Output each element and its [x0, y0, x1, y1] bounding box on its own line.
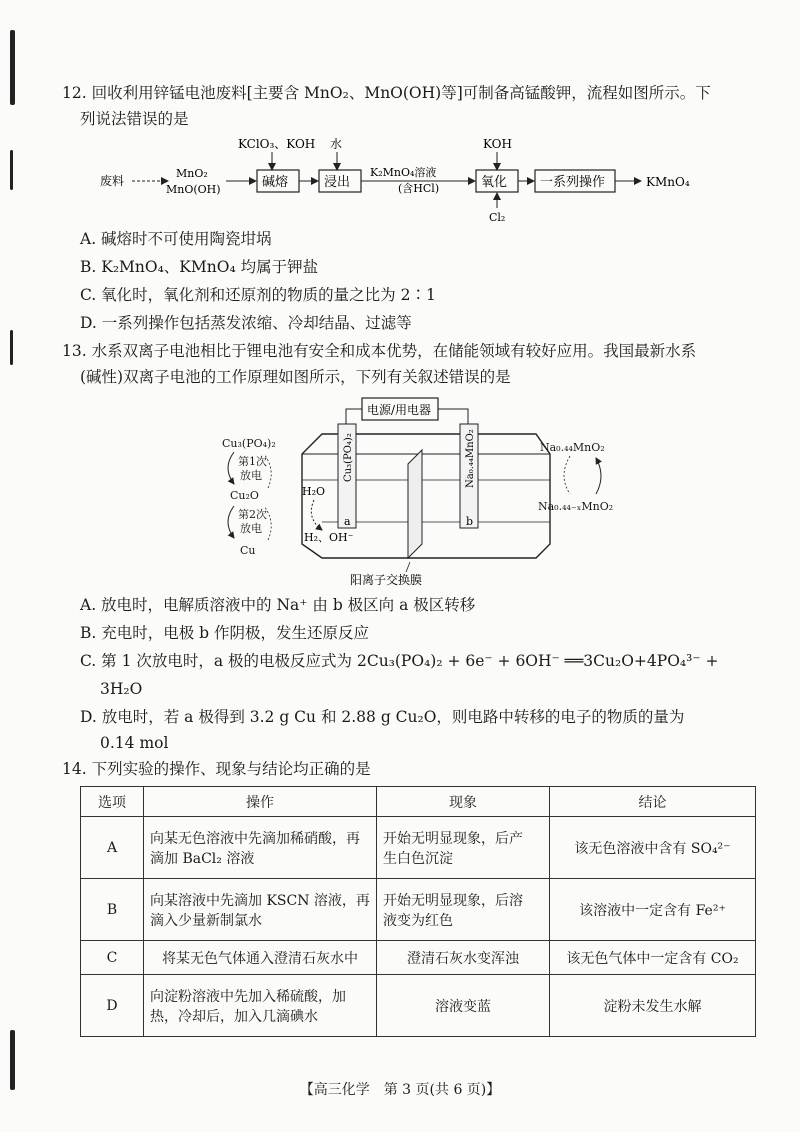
left-cycle-arrows: [218, 448, 278, 544]
row-b-conclusion: 该溶液中一定含有 Fe²⁺: [550, 879, 756, 941]
q13-option-a: A. 放电时，电解质溶液中的 Na⁺ 由 b 极区向 a 极区转移: [80, 596, 476, 614]
power-label: 电源/用电器: [367, 403, 432, 417]
table-row: [81, 975, 756, 1037]
row-c-operation: 将某无色气体通入澄清石灰水中: [144, 941, 377, 975]
table-row: [81, 879, 756, 941]
q12-option-a: A. 碱熔时不可使用陶瓷坩埚: [80, 230, 272, 248]
q12-option-d: D. 一系列操作包括蒸发浓缩、冷却结晶、过滤等: [80, 314, 412, 332]
first-discharge-label-2: 放电: [240, 469, 262, 482]
row-a-ph-line2: 生白色沉淀: [383, 850, 453, 867]
header-option: 选项: [81, 787, 144, 817]
right-electrode-label: Na₀.₄₄MnO₂: [465, 429, 476, 488]
row-b-option: B: [81, 879, 144, 941]
header-conclusion: 结论: [550, 787, 756, 817]
second-discharge-label-2: 放电: [240, 522, 262, 535]
row-b-ph-line2: 液变为红色: [383, 912, 453, 929]
q14-experiment-table: [80, 786, 756, 1037]
bottom-species: Cu: [240, 544, 256, 557]
page-footer: 【高三化学 第 3 页(共 6 页)】: [299, 1082, 501, 1098]
electrode-b-label: b: [466, 515, 474, 528]
flow-step-1: 碱熔: [262, 175, 289, 190]
flow-reagent-4: Cl₂: [489, 211, 506, 224]
table-row: [81, 817, 756, 879]
row-a-operation: [144, 817, 377, 879]
scan-edge-mark: [10, 30, 15, 105]
row-b-op-line2: 滴入少量新制氯水: [150, 912, 262, 929]
left-electrode-label: Cu₃(PO₄)₂: [343, 433, 354, 482]
table-header-row: [81, 787, 756, 817]
q12-option-c: C. 氧化时，氧化剂和还原剂的物质的量之比为 2∶1: [80, 286, 436, 304]
q13-option-b: B. 充电时，电极 b 作阴极，发生还原反应: [80, 624, 370, 642]
row-b-ph-line1: 开始无明显现象，后溶: [383, 892, 523, 909]
row-d-option: D: [81, 975, 144, 1037]
electrode-a-label: a: [344, 515, 351, 528]
flow-step-3: 氧化: [481, 175, 508, 190]
row-a-conclusion: 该无色溶液中含有 SO₄²⁻: [550, 817, 756, 879]
right-bottom-species: Na₀.₄₄₋ₓMnO₂: [538, 500, 614, 513]
q13-option-d: D. 放电时，若 a 极得到 3.2 g Cu 和 2.88 g Cu₂O，则电路中转移的电子的物质的量为: [80, 708, 685, 726]
h2o-label: H₂O: [302, 485, 326, 498]
row-a-op-line2: 滴加 BaCl₂ 溶液: [150, 850, 255, 867]
flow-end: KMnO₄: [646, 175, 690, 189]
left-top-species: Cu₃(PO₄)₂: [222, 437, 276, 450]
row-b-operation: [144, 879, 377, 941]
cation-exchange-membrane: [408, 450, 422, 558]
right-cycle-arrows: [560, 454, 610, 500]
row-a-op-line1: 向某无色溶液中先滴加稀硝酸，再: [150, 830, 360, 847]
flow-material-2: MnO(OH): [166, 183, 221, 196]
flow-reagent-1: KClO₃、KOH: [238, 137, 316, 151]
flow-product-1: K₂MnO₄溶液: [370, 166, 437, 179]
q12-option-b: B. K₂MnO₄、KMnO₄ 均属于钾盐: [80, 258, 319, 276]
q12-stem-line2: 列说法错误的是: [80, 110, 189, 128]
row-d-op-line1: 向淀粉溶液中先加入稀硫酸，加: [150, 988, 346, 1005]
mid-species: Cu₂O: [230, 489, 259, 502]
row-d-phenomenon: 溶液变蓝: [377, 975, 550, 1037]
row-b-phenomenon: [377, 879, 550, 941]
scan-edge-mark: [10, 150, 13, 190]
right-top-species: Na₀.₄₄MnO₂: [540, 441, 605, 454]
second-discharge-label: 第2次: [238, 508, 267, 521]
q12-flowchart: [100, 132, 720, 224]
flow-product-1b: (含HCl): [398, 182, 440, 195]
flow-reagent-2: 水: [330, 137, 343, 151]
flow-material-1: MnO₂: [176, 167, 208, 180]
row-a-ph-line1: 开始无明显现象，后产: [383, 830, 523, 847]
q13-stem-line1: 13. 水系双离子电池相比于锂电池有安全和成本优势，在储能领域有较好应用。我国最新水系: [62, 342, 697, 360]
row-a-option: A: [81, 817, 144, 879]
q14-stem: 14. 下列实验的操作、现象与结论均正确的是: [62, 760, 371, 778]
row-c-phenomenon: 澄清石灰水变浑浊: [377, 941, 550, 975]
row-d-op-line2: 热，冷却后，加入几滴碘水: [150, 1008, 318, 1025]
q13-option-c: C. 第 1 次放电时，a 极的电极反应式为 2Cu₃(PO₄)₂ + 6e⁻ + 6OH⁻ ══3Cu₂O+4PO₄³⁻ +: [80, 652, 719, 670]
flow-start: 废料: [100, 174, 125, 188]
scan-edge-mark: [10, 330, 13, 365]
table-row: [81, 941, 756, 975]
row-b-op-line1: 向某溶液中先滴加 KSCN 溶液，再: [150, 892, 370, 909]
header-phenomenon: 现象: [377, 787, 550, 817]
first-discharge-label: 第1次: [238, 455, 267, 468]
flow-reagent-3: KOH: [483, 137, 512, 151]
flow-step-2: 浸出: [324, 175, 351, 190]
header-operation: 操作: [144, 787, 377, 817]
q13-option-d-cont: 0.14 mol: [100, 734, 169, 752]
row-d-operation: [144, 975, 377, 1037]
h2-oh-label: H₂、OH⁻: [304, 531, 354, 544]
flow-step-4: 一系列操作: [540, 175, 606, 190]
row-d-conclusion: 淀粉未发生水解: [550, 975, 756, 1037]
membrane-label: 阳离子交换膜: [350, 573, 423, 587]
row-c-option: C: [81, 941, 144, 975]
row-c-conclusion: 该无色气体中一定含有 CO₂: [550, 941, 756, 975]
q13-stem-line2: (碱性)双离子电池的工作原理如图所示，下列有关叙述错误的是: [80, 368, 511, 386]
q13-option-c-cont: 3H₂O: [100, 680, 143, 698]
row-a-phenomenon: [377, 817, 550, 879]
q12-stem-line1: 12. 回收利用锌锰电池废料[主要含 MnO₂、MnO(OH)等]可制备高锰酸钾，流程如图所示。下: [62, 84, 711, 102]
